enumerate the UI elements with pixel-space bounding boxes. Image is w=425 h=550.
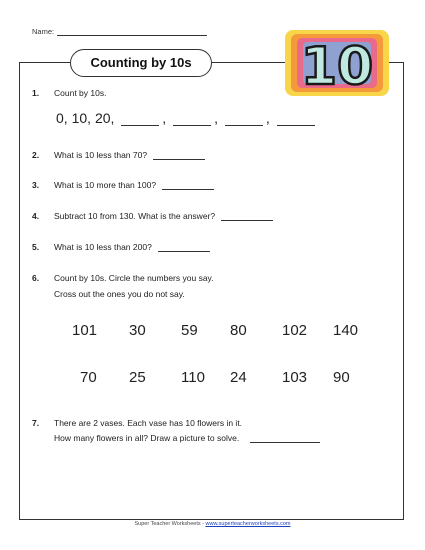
question-6: 6. Count by 10s. Circle the numbers you say. bbox=[32, 273, 214, 283]
question-5: 5. What is 10 less than 200? bbox=[32, 242, 210, 252]
answer-blank[interactable] bbox=[221, 212, 273, 221]
answer-blank[interactable] bbox=[158, 243, 210, 252]
seq-value: 20, bbox=[94, 110, 115, 126]
circle-number[interactable]: 30 bbox=[129, 322, 146, 339]
circle-number[interactable]: 140 bbox=[333, 322, 359, 339]
answer-blank[interactable] bbox=[121, 113, 159, 126]
circle-number[interactable]: 90 bbox=[333, 369, 350, 386]
question-1: 1. Count by 10s. bbox=[32, 88, 107, 98]
answer-blank[interactable] bbox=[173, 113, 211, 126]
seq-value: 10, bbox=[71, 110, 92, 126]
answer-blank[interactable] bbox=[250, 434, 320, 443]
ten-logo-icon bbox=[283, 28, 391, 98]
circle-number[interactable]: 101 bbox=[72, 322, 98, 339]
question-3: 3. What is 10 more than 100? bbox=[32, 180, 214, 190]
worksheet-title: Counting by 10s bbox=[70, 49, 212, 77]
answer-blank[interactable] bbox=[162, 181, 214, 190]
circle-number[interactable]: 70 bbox=[80, 369, 97, 386]
circle-number[interactable]: 25 bbox=[129, 369, 146, 386]
name-input-line[interactable] bbox=[57, 27, 207, 36]
circle-number[interactable]: 102 bbox=[282, 322, 308, 339]
circle-number[interactable]: 103 bbox=[282, 369, 308, 386]
count-sequence: 0, 10, 20, , , , bbox=[56, 110, 318, 126]
question-2: 2. What is 10 less than 70? bbox=[32, 150, 205, 160]
question-6-line-2: Cross out the ones you do not say. bbox=[54, 289, 185, 299]
answer-blank[interactable] bbox=[225, 113, 263, 126]
seq-value: 0, bbox=[56, 110, 68, 126]
answer-blank[interactable] bbox=[153, 151, 205, 160]
circle-number[interactable]: 110 bbox=[181, 369, 205, 386]
name-field-row bbox=[32, 27, 207, 36]
circle-number[interactable]: 59 bbox=[181, 322, 198, 339]
answer-blank[interactable] bbox=[277, 113, 315, 126]
footer bbox=[0, 521, 425, 527]
logo-text: 10 bbox=[300, 37, 374, 97]
footer-text: Super Teacher Worksheets - bbox=[134, 521, 206, 527]
question-7-line-2: How many flowers in all? Draw a picture to solve. bbox=[54, 433, 320, 443]
name-label: Name: bbox=[32, 27, 55, 36]
circle-number[interactable]: 80 bbox=[230, 322, 247, 339]
question-7: 7. There are 2 vases. Each vase has 10 flowers in it. bbox=[32, 418, 243, 428]
circle-number[interactable]: 24 bbox=[230, 369, 247, 386]
footer-link[interactable]: www.superteacherworksheets.com bbox=[205, 521, 291, 527]
question-4: 4. Subtract 10 from 130. What is the answer? bbox=[32, 211, 273, 221]
